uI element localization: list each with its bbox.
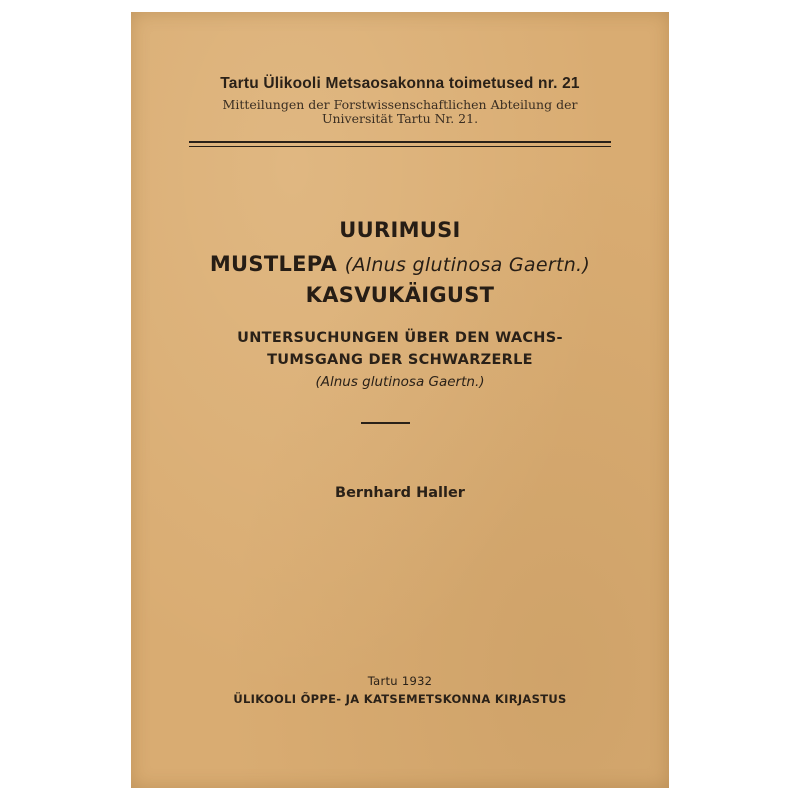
title-line-3: KASVUKÄIGUST (305, 283, 495, 307)
title-main-word: MUSTLEPA (209, 252, 338, 276)
german-title-line-1: UNTERSUCHUNGEN ÜBER DEN WACHS- (237, 330, 563, 346)
imprint-publisher: ÜLIKOOLI ÕPPE- JA KATSEMETSKONNA KIRJASTUS (233, 692, 567, 706)
header-rule-thin (189, 146, 611, 147)
header-rule-thick (189, 141, 611, 143)
separator-dash (361, 422, 410, 424)
title-line-2 (131, 252, 669, 276)
imprint-place-year: Tartu 1932 (367, 674, 433, 688)
book-cover (131, 12, 669, 788)
series-subtitle-line-1: Mitteilungen der Forstwissenschaftlichen Abteilung der (222, 97, 578, 112)
author-name: Bernhard Haller (335, 485, 465, 501)
german-title-latin-name: (Alnus glutinosa Gaertn.) (315, 374, 485, 390)
series-title: Tartu Ülikooli Metsaosakonna toimetused nr. 21 (220, 75, 580, 92)
title-latin-name: (Alnus glutinosa Gaertn.) (344, 254, 591, 276)
german-title-line-2: TUMSGANG DER SCHWARZERLE (267, 352, 533, 368)
title-line-1: UURIMUSI (339, 218, 461, 242)
series-subtitle-line-2: Universität Tartu Nr. 21. (321, 111, 479, 126)
